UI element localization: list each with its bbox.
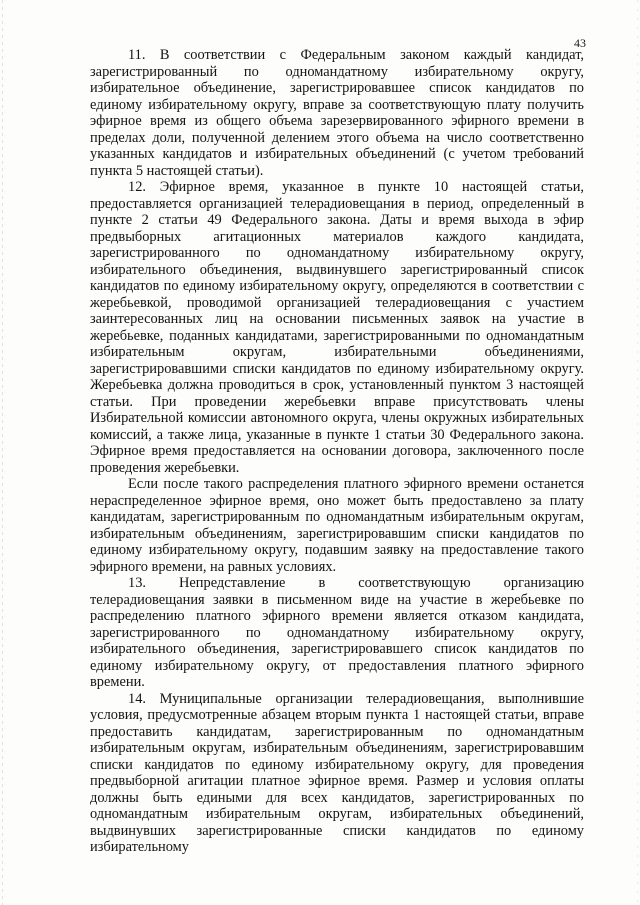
paragraph-12: 12. Эфирное время, указанное в пункте 10 настоящей статьи, предоставляется организацией телерадиовещания в период, определенный в пункте 2 статьи 49 Федерального закона. Даты и время выхода в эфир предвыборных агитационных материалов каждого кандидата, зарегистрированного по одномандатному избирательному округу, избирательного объединения, выдвинувшего зарегистрированный список кандидатов по единому избирательному округу, определяются в соответствии с жеребьевкой, проводимой организацией телерадиовещания с участием заинтересованных лиц на основании письменных заявок на участие в жеребьевке, поданных кандидатами, зарегистрированными по одномандатным избирательным округам, избирательными объединениями, зарегистрировавшими списки кандидатов по единому избирательному округу. Жеребьевка должна проводиться в срок, установленный пунктом 3 настоящей статьи. При проведении жеребьевки вправе присутствовать члены Избирательной комиссии автономного округа, члены окружных избирательных комиссий, а также лица, указанные в пункте 1 статьи 30 Федерального закона. Эфирное время предоставляется на основании договора, заключенного после проведения жеребьевки. bbox=[90, 179, 584, 476]
scan-edge-left bbox=[2, 0, 3, 905]
paragraph-13: 13. Непредставление в соответствующую организацию телерадиовещания заявки в письменном виде на участие в жеребьевке по распределению платного эфирного времени является отказом кандидата, зарегистрированного по одномандатному избирательному округу, избирательного объединения, зарегистрировавшего список кандидатов по единому избирательному округу, от предоставления платного эфирного времени. bbox=[90, 575, 584, 690]
body-text bbox=[90, 47, 584, 856]
paragraph-11: 11. В соответствии с Федеральным законом каждый кандидат, зарегистрированный по одномандатному избирательному округу, избирательное объединение, зарегистрировавшее список кандидатов по единому избирательному округу, вправе за соответствующую плату получить эфирное время из общего объема зарезервированного эфирного времени в пределах доли, полученной делением этого объема на число соответственно указанных кандидатов и избирательных объединений (с учетом требований пункта 5 настоящей статьи). bbox=[90, 47, 584, 179]
page-number: 43 bbox=[574, 36, 586, 50]
paragraph-14: 14. Муниципальные организации телерадиовещания, выполнившие условия, предусмотренные абзацем вторым пункта 1 настоящей статьи, вправе предоставить кандидатам, зарегистрированным по одномандатным избирательным округам, избирательным объединениям, зарегистрировавшим списки кандидатов по единому избирательному округу, для проведения предвыборной агитации платное эфирное время. Размер и условия оплаты должны быть едиными для всех кандидатов, зарегистрированных по одномандатным избирательным округам, избирательных объединений, выдвинувших зарегистрированные списки кандидатов по единому избирательному bbox=[90, 690, 584, 855]
paragraph-12-continuation: Если после такого распределения платного эфирного времени останется нераспределенное эфирное время, оно может быть предоставлено за плату кандидатам, зарегистрированным по одномандатным избирательным округам, избирательным объединениям, зарегистрировавшим списки кандидатов по единому избирательному округу, подавшим заявку на предоставление такого эфирного времени, на равных условиях. bbox=[90, 476, 584, 575]
scan-edge-right bbox=[637, 0, 638, 905]
